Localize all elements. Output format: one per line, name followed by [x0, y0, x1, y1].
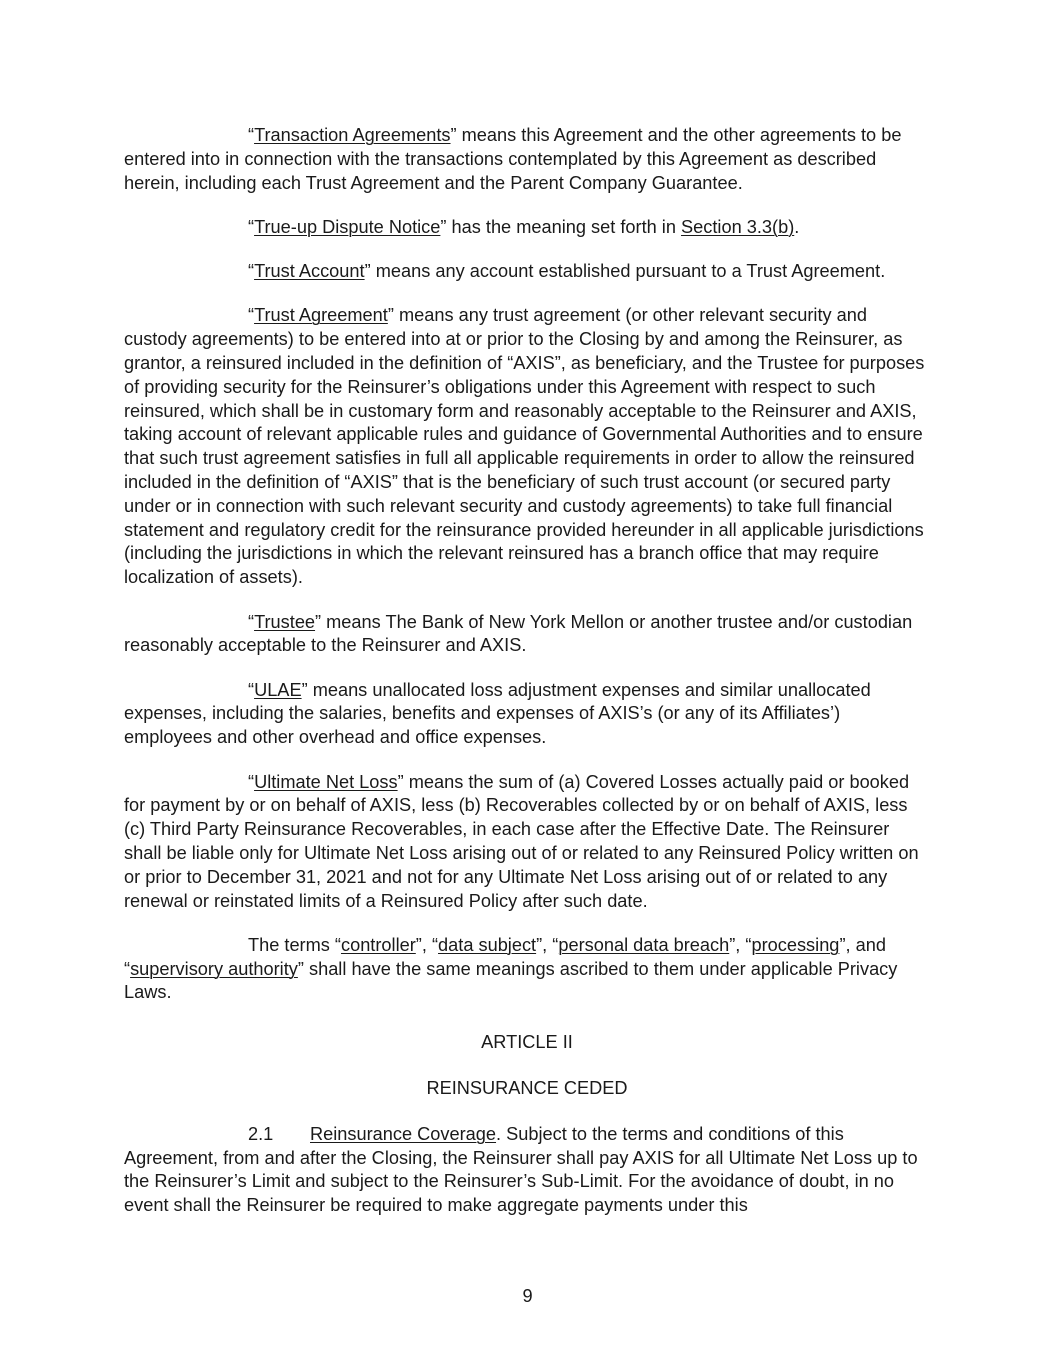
quote-open: “	[248, 261, 255, 282]
section-2-1	[124, 1123, 930, 1218]
quote-open: “	[248, 771, 255, 792]
article-title: ARTICLE II	[481, 1032, 573, 1053]
document-page	[124, 124, 930, 1238]
privacy-terms-paragraph	[124, 934, 930, 1005]
defined-term-supervisory-authority: supervisory authority	[130, 958, 298, 979]
terms-text: ”, and “	[124, 934, 886, 979]
terms-text: ” shall have the same meanings ascribed to them under applicable Privacy Laws.	[124, 958, 898, 1003]
defined-term-processing: processing	[751, 934, 840, 955]
definition-trust-agreement	[124, 304, 930, 590]
section-reference: Section 3.3(b)	[681, 216, 795, 237]
definition-trust-account	[124, 260, 930, 284]
definition-text: ” means this Agreement and the other agreements to be entered into in connection with the transactions contemplated by this Agreement as described herein, including each Trust Agreement and the Parent Company Guarantee.	[124, 125, 902, 193]
definition-text: ” means unallocated loss adjustment expenses and similar unallocated expenses, including the salaries, benefits and expenses of AXIS’s (or any of its Affiliates’) employees and other overhead and office expenses.	[124, 679, 871, 748]
page-number: 9	[522, 1286, 533, 1306]
quote-open: “	[248, 679, 255, 700]
defined-term: Ultimate Net Loss	[254, 771, 398, 792]
defined-term-data-subject: data subject	[438, 934, 537, 955]
definition-transaction-agreements	[124, 124, 930, 195]
defined-term: Transaction Agreements	[254, 125, 451, 145]
quote-open: “	[248, 125, 255, 145]
defined-term: Trustee	[254, 611, 316, 632]
section-text: . Subject to the terms and conditions of this Agreement, from and after the Closing, the Reinsurer shall pay AXIS for all Ultimate Net Loss up to the Reinsurer’s Limit and subject to the Reinsurer’s Sub-Limit. For the avoidance of doubt, in no event shall the Reinsurer be required to make aggregate payments under this	[124, 1123, 918, 1216]
defined-term: Trust Account	[254, 261, 365, 282]
section-number: 2.1	[248, 1123, 274, 1144]
definition-text: ” has the meaning set forth in	[440, 216, 682, 237]
defined-term: True-up Dispute Notice	[254, 216, 441, 237]
quote-open: “	[248, 305, 255, 326]
defined-term-controller: controller	[340, 934, 416, 955]
terms-text: ”, “	[536, 934, 559, 955]
definition-text: ” means the sum of (a) Covered Losses actually paid or booked for payment by or on behalf of AXIS, less (b) Recoverables collected by or on behalf of AXIS, less (c) Third Party Reinsurance Recoverables, in each case after the Effective Date. The Reinsurer shall be liable only for Ultimate Net Loss arising out of or related to any Reinsured Policy written on or prior to December 31, 2021 and not for any Ultimate Net Loss arising out of or related to any renewal or reinstated limits of a Reinsured Policy after such date.	[124, 771, 919, 911]
definition-text: ” means The Bank of New York Mellon or another trustee and/or custodian reasonably acceptable to the Reinsurer and AXIS.	[124, 611, 913, 656]
definition-text-end: .	[794, 216, 800, 237]
quote-open: “	[248, 216, 255, 237]
definition-text: ” means any account established pursuant to a Trust Agreement.	[364, 261, 886, 282]
defined-term-personal-data-breach: personal data breach	[558, 934, 730, 955]
definition-text: ” means any trust agreement (or other relevant security and custody agreements) to be entered into at or prior to the Closing by and among the Reinsurer, as grantor, a reinsured included in the definition of “AXIS”, as beneficiary, and the Trustee for purposes of providing security for the Reinsurer’s obligations under this Agreement with respect to such reinsured, which shall be in customary form and reasonably acceptable to the Reinsurer and AXIS, taking account of relevant applicable rules and guidance of Governmental Authorities and to ensure that such trust agreement satisfies in full all applicable requirements in order to allow the reinsured included in the definition of “AXIS” that is the beneficiary of such trust account (or secured party under or in connection with such relevant security and custody agreements) to take full financial statement and regulatory credit for the reinsurance provided hereunder in all applicable jurisdictions (including the jurisdictions in which the relevant reinsured has a branch office that may require localization of assets).	[124, 305, 925, 588]
terms-text: ”, “	[729, 934, 752, 955]
section-heading: Reinsurance Coverage	[310, 1123, 497, 1144]
definition-trustee	[124, 611, 930, 659]
quote-open: “	[248, 611, 255, 632]
defined-term: Trust Agreement	[254, 305, 388, 326]
definition-ulae	[124, 679, 930, 750]
definition-ultimate-net-loss	[124, 771, 930, 914]
definition-true-up-dispute-notice	[124, 216, 930, 240]
article-subtitle: REINSURANCE CEDED	[426, 1078, 628, 1098]
defined-term: ULAE	[254, 679, 302, 700]
terms-text: The terms “	[248, 934, 341, 955]
terms-text: ”, “	[415, 934, 439, 955]
